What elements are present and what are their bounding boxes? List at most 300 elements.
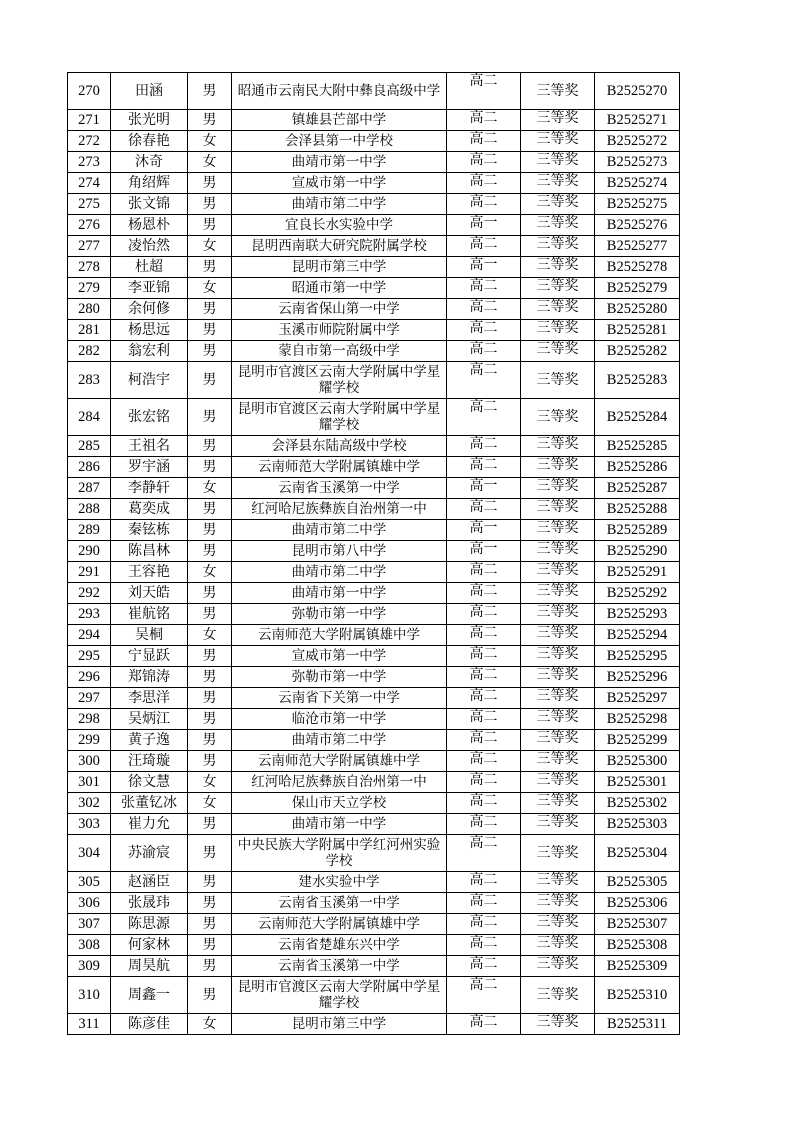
row-number: 280: [68, 299, 111, 320]
school-name: 红河哈尼族彝族自治州第一中: [232, 499, 447, 520]
row-number: 300: [68, 751, 111, 772]
row-number: 302: [68, 793, 111, 814]
table-row: [68, 835, 680, 872]
student-name: 张董钇冰: [111, 793, 188, 814]
student-name: 李思洋: [111, 688, 188, 709]
table-row: [68, 257, 680, 278]
grade-level: 高二: [447, 625, 521, 646]
certificate-number: B2525281: [595, 320, 680, 341]
award-level: 三等奖: [521, 215, 595, 236]
school-name: 会泽县东陆高级中学校: [232, 436, 447, 457]
award-level: 三等奖: [521, 751, 595, 772]
certificate-number: B2525278: [595, 257, 680, 278]
school-name: 曲靖市第二中学: [232, 730, 447, 751]
student-gender: 男: [188, 835, 232, 872]
school-name: 弥勒市第一中学: [232, 604, 447, 625]
student-name: 张文锦: [111, 194, 188, 215]
row-number: 291: [68, 562, 111, 583]
student-name: 罗宇涵: [111, 457, 188, 478]
student-name: 葛奕成: [111, 499, 188, 520]
row-number: 279: [68, 278, 111, 299]
school-name: 云南省下关第一中学: [232, 688, 447, 709]
student-gender: 女: [188, 131, 232, 152]
certificate-number: B2525310: [595, 977, 680, 1014]
award-level: 三等奖: [521, 499, 595, 520]
student-gender: 男: [188, 730, 232, 751]
award-level: 三等奖: [521, 977, 595, 1014]
award-level: 三等奖: [521, 152, 595, 173]
award-level: 三等奖: [521, 625, 595, 646]
certificate-number: B2525290: [595, 541, 680, 562]
award-level: 三等奖: [521, 320, 595, 341]
school-name: 宣威市第一中学: [232, 173, 447, 194]
table-row: [68, 751, 680, 772]
school-name: 蒙自市第一高级中学: [232, 341, 447, 362]
school-name: 镇雄县芒部中学: [232, 110, 447, 131]
award-level: 三等奖: [521, 257, 595, 278]
row-number: 284: [68, 399, 111, 436]
student-gender: 男: [188, 956, 232, 977]
award-level: 三等奖: [521, 814, 595, 835]
award-level: 三等奖: [521, 935, 595, 956]
grade-level: 高一: [447, 541, 521, 562]
row-number: 282: [68, 341, 111, 362]
grade-level: 高二: [447, 893, 521, 914]
student-gender: 男: [188, 73, 232, 110]
student-name: 杨恩朴: [111, 215, 188, 236]
table-row: [68, 457, 680, 478]
table-row: [68, 814, 680, 835]
student-name: 崔力允: [111, 814, 188, 835]
grade-level: 高二: [447, 562, 521, 583]
table-row: [68, 625, 680, 646]
row-number: 299: [68, 730, 111, 751]
table-row: [68, 173, 680, 194]
certificate-number: B2525272: [595, 131, 680, 152]
table-row: [68, 541, 680, 562]
student-name: 徐文慧: [111, 772, 188, 793]
student-name: 张宏铭: [111, 399, 188, 436]
table-row: [68, 893, 680, 914]
row-number: 304: [68, 835, 111, 872]
grade-level: 高二: [447, 688, 521, 709]
student-name: 吴桐: [111, 625, 188, 646]
certificate-number: B2525289: [595, 520, 680, 541]
row-number: 309: [68, 956, 111, 977]
student-name: 赵涵臣: [111, 872, 188, 893]
certificate-number: B2525296: [595, 667, 680, 688]
school-name: 曲靖市第二中学: [232, 194, 447, 215]
grade-level: 高一: [447, 257, 521, 278]
award-level: 三等奖: [521, 646, 595, 667]
student-gender: 男: [188, 709, 232, 730]
table-row: [68, 935, 680, 956]
grade-level: 高二: [447, 110, 521, 131]
award-level: 三等奖: [521, 478, 595, 499]
student-name: 杜超: [111, 257, 188, 278]
certificate-number: B2525270: [595, 73, 680, 110]
student-name: 翁宏利: [111, 341, 188, 362]
grade-level: 高二: [447, 935, 521, 956]
row-number: 294: [68, 625, 111, 646]
certificate-number: B2525288: [595, 499, 680, 520]
school-name: 昭通市云南民大附中彝良高级中学: [232, 73, 447, 110]
student-name: 陈彦佳: [111, 1014, 188, 1035]
table-body: [68, 73, 680, 1035]
table-row: [68, 562, 680, 583]
student-gender: 男: [188, 436, 232, 457]
table-row: [68, 583, 680, 604]
certificate-number: B2525295: [595, 646, 680, 667]
row-number: 276: [68, 215, 111, 236]
table-row: [68, 320, 680, 341]
student-name: 徐春艳: [111, 131, 188, 152]
table-row: [68, 362, 680, 399]
school-name: 玉溪市师院附属中学: [232, 320, 447, 341]
grade-level: 高二: [447, 299, 521, 320]
school-name: 曲靖市第一中学: [232, 583, 447, 604]
award-level: 三等奖: [521, 667, 595, 688]
student-name: 李亚锦: [111, 278, 188, 299]
table-row: [68, 520, 680, 541]
student-gender: 男: [188, 320, 232, 341]
certificate-number: B2525307: [595, 914, 680, 935]
table-row: [68, 709, 680, 730]
award-level: 三等奖: [521, 299, 595, 320]
school-name: 云南省玉溪第一中学: [232, 956, 447, 977]
school-name: 曲靖市第二中学: [232, 520, 447, 541]
grade-level: 高二: [447, 152, 521, 173]
school-name: 红河哈尼族彝族自治州第一中: [232, 772, 447, 793]
grade-level: 高二: [447, 399, 521, 436]
table-row: [68, 646, 680, 667]
school-name: 云南省保山第一中学: [232, 299, 447, 320]
school-name: 会泽县第一中学校: [232, 131, 447, 152]
row-number: 296: [68, 667, 111, 688]
row-number: 289: [68, 520, 111, 541]
certificate-number: B2525286: [595, 457, 680, 478]
table-row: [68, 914, 680, 935]
school-name: 临沧市第一中学: [232, 709, 447, 730]
award-level: 三等奖: [521, 236, 595, 257]
school-name: 昆明市第三中学: [232, 1014, 447, 1035]
row-number: 303: [68, 814, 111, 835]
row-number: 288: [68, 499, 111, 520]
school-name: 云南省玉溪第一中学: [232, 478, 447, 499]
table-row: [68, 341, 680, 362]
grade-level: 高二: [447, 604, 521, 625]
grade-level: 高二: [447, 793, 521, 814]
school-name: 曲靖市第一中学: [232, 814, 447, 835]
student-name: 田涵: [111, 73, 188, 110]
award-level: 三等奖: [521, 893, 595, 914]
certificate-number: B2525301: [595, 772, 680, 793]
table-row: [68, 604, 680, 625]
row-number: 293: [68, 604, 111, 625]
awards-table: [67, 72, 680, 1035]
student-gender: 女: [188, 562, 232, 583]
student-name: 何家林: [111, 935, 188, 956]
row-number: 290: [68, 541, 111, 562]
school-name: 昆明市官渡区云南大学附属中学星耀学校: [232, 399, 447, 436]
table-row: [68, 152, 680, 173]
award-level: 三等奖: [521, 457, 595, 478]
student-gender: 男: [188, 583, 232, 604]
certificate-number: B2525293: [595, 604, 680, 625]
student-gender: 男: [188, 935, 232, 956]
award-level: 三等奖: [521, 772, 595, 793]
student-gender: 男: [188, 457, 232, 478]
certificate-number: B2525298: [595, 709, 680, 730]
school-name: 昆明西南联大研究院附属学校: [232, 236, 447, 257]
student-name: 王容艳: [111, 562, 188, 583]
grade-level: 高二: [447, 341, 521, 362]
award-level: 三等奖: [521, 73, 595, 110]
student-name: 张光明: [111, 110, 188, 131]
school-name: 云南师范大学附属镇雄中学: [232, 914, 447, 935]
school-name: 昆明市第八中学: [232, 541, 447, 562]
school-name: 保山市天立学校: [232, 793, 447, 814]
table-row: [68, 688, 680, 709]
grade-level: 高二: [447, 583, 521, 604]
student-name: 周鑫一: [111, 977, 188, 1014]
grade-level: 高二: [447, 194, 521, 215]
school-name: 云南省楚雄东兴中学: [232, 935, 447, 956]
table-row: [68, 131, 680, 152]
award-level: 三等奖: [521, 872, 595, 893]
table-row: [68, 667, 680, 688]
table-row: [68, 730, 680, 751]
grade-level: 高一: [447, 215, 521, 236]
award-level: 三等奖: [521, 194, 595, 215]
school-name: 中央民族大学附属中学红河州实验学校: [232, 835, 447, 872]
student-gender: 男: [188, 399, 232, 436]
certificate-number: B2525308: [595, 935, 680, 956]
student-name: 苏渝宸: [111, 835, 188, 872]
student-name: 周昊航: [111, 956, 188, 977]
grade-level: 高二: [447, 956, 521, 977]
grade-level: 高二: [447, 646, 521, 667]
student-gender: 女: [188, 152, 232, 173]
award-level: 三等奖: [521, 730, 595, 751]
student-gender: 男: [188, 541, 232, 562]
school-name: 昆明市第三中学: [232, 257, 447, 278]
award-level: 三等奖: [521, 688, 595, 709]
certificate-number: B2525280: [595, 299, 680, 320]
grade-level: 高二: [447, 772, 521, 793]
award-level: 三等奖: [521, 362, 595, 399]
student-gender: 男: [188, 914, 232, 935]
student-gender: 男: [188, 814, 232, 835]
row-number: 274: [68, 173, 111, 194]
grade-level: 高二: [447, 814, 521, 835]
student-gender: 男: [188, 751, 232, 772]
certificate-number: B2525279: [595, 278, 680, 299]
school-name: 昭通市第一中学: [232, 278, 447, 299]
row-number: 297: [68, 688, 111, 709]
certificate-number: B2525271: [595, 110, 680, 131]
student-name: 角绍辉: [111, 173, 188, 194]
student-gender: 男: [188, 362, 232, 399]
certificate-number: B2525276: [595, 215, 680, 236]
table-row: [68, 278, 680, 299]
student-name: 刘天皓: [111, 583, 188, 604]
award-level: 三等奖: [521, 110, 595, 131]
row-number: 277: [68, 236, 111, 257]
certificate-number: B2525309: [595, 956, 680, 977]
row-number: 306: [68, 893, 111, 914]
student-name: 宁显跃: [111, 646, 188, 667]
student-gender: 男: [188, 520, 232, 541]
certificate-number: B2525284: [595, 399, 680, 436]
student-gender: 男: [188, 173, 232, 194]
school-name: 建水实验中学: [232, 872, 447, 893]
student-gender: 男: [188, 604, 232, 625]
table-row: [68, 399, 680, 436]
certificate-number: B2525304: [595, 835, 680, 872]
table-row: [68, 194, 680, 215]
student-gender: 女: [188, 793, 232, 814]
student-name: 凌怡然: [111, 236, 188, 257]
student-gender: 男: [188, 194, 232, 215]
award-level: 三等奖: [521, 1014, 595, 1035]
student-gender: 男: [188, 299, 232, 320]
grade-level: 高二: [447, 131, 521, 152]
grade-level: 高二: [447, 914, 521, 935]
table-row: [68, 236, 680, 257]
student-name: 黄子逸: [111, 730, 188, 751]
certificate-number: B2525302: [595, 793, 680, 814]
grade-level: 高二: [447, 499, 521, 520]
grade-level: 高二: [447, 730, 521, 751]
school-name: 昆明市官渡区云南大学附属中学星耀学校: [232, 977, 447, 1014]
school-name: 云南师范大学附属镇雄中学: [232, 625, 447, 646]
student-name: 陈思源: [111, 914, 188, 935]
student-name: 柯浩宇: [111, 362, 188, 399]
student-name: 杨思远: [111, 320, 188, 341]
grade-level: 高一: [447, 520, 521, 541]
grade-level: 高二: [447, 977, 521, 1014]
student-gender: 男: [188, 872, 232, 893]
certificate-number: B2525294: [595, 625, 680, 646]
table-row: [68, 299, 680, 320]
row-number: 305: [68, 872, 111, 893]
student-gender: 女: [188, 772, 232, 793]
student-name: 汪琦璇: [111, 751, 188, 772]
student-gender: 男: [188, 977, 232, 1014]
student-name: 余何修: [111, 299, 188, 320]
row-number: 310: [68, 977, 111, 1014]
certificate-number: B2525300: [595, 751, 680, 772]
award-level: 三等奖: [521, 278, 595, 299]
school-name: 曲靖市第一中学: [232, 152, 447, 173]
award-level: 三等奖: [521, 583, 595, 604]
row-number: 298: [68, 709, 111, 730]
row-number: 307: [68, 914, 111, 935]
student-gender: 男: [188, 257, 232, 278]
grade-level: 高二: [447, 751, 521, 772]
table-row: [68, 872, 680, 893]
table-row: [68, 436, 680, 457]
certificate-number: B2525275: [595, 194, 680, 215]
student-name: 吴炳江: [111, 709, 188, 730]
certificate-number: B2525306: [595, 893, 680, 914]
grade-level: 高一: [447, 478, 521, 499]
table-row: [68, 499, 680, 520]
certificate-number: B2525283: [595, 362, 680, 399]
award-level: 三等奖: [521, 914, 595, 935]
student-name: 李静轩: [111, 478, 188, 499]
certificate-number: B2525277: [595, 236, 680, 257]
grade-level: 高二: [447, 73, 521, 110]
school-name: 宜良长水实验中学: [232, 215, 447, 236]
row-number: 272: [68, 131, 111, 152]
student-gender: 男: [188, 215, 232, 236]
grade-level: 高二: [447, 872, 521, 893]
student-gender: 女: [188, 478, 232, 499]
student-name: 崔航铭: [111, 604, 188, 625]
certificate-number: B2525291: [595, 562, 680, 583]
table-row: [68, 772, 680, 793]
grade-level: 高二: [447, 236, 521, 257]
grade-level: 高二: [447, 835, 521, 872]
certificate-number: B2525311: [595, 1014, 680, 1035]
table-row: [68, 110, 680, 131]
row-number: 295: [68, 646, 111, 667]
award-level: 三等奖: [521, 436, 595, 457]
student-gender: 女: [188, 236, 232, 257]
grade-level: 高二: [447, 173, 521, 194]
award-level: 三等奖: [521, 173, 595, 194]
row-number: 281: [68, 320, 111, 341]
table-row: [68, 215, 680, 236]
award-level: 三等奖: [521, 604, 595, 625]
certificate-number: B2525282: [595, 341, 680, 362]
award-level: 三等奖: [521, 541, 595, 562]
row-number: 273: [68, 152, 111, 173]
grade-level: 高二: [447, 278, 521, 299]
student-gender: 男: [188, 893, 232, 914]
certificate-number: B2525305: [595, 872, 680, 893]
table-row: [68, 793, 680, 814]
student-gender: 男: [188, 688, 232, 709]
student-gender: 男: [188, 667, 232, 688]
award-level: 三等奖: [521, 131, 595, 152]
row-number: 301: [68, 772, 111, 793]
student-gender: 男: [188, 499, 232, 520]
table-row: [68, 956, 680, 977]
student-name: 张晟玮: [111, 893, 188, 914]
row-number: 286: [68, 457, 111, 478]
row-number: 278: [68, 257, 111, 278]
school-name: 昆明市官渡区云南大学附属中学星耀学校: [232, 362, 447, 399]
certificate-number: B2525287: [595, 478, 680, 499]
table-row: [68, 1014, 680, 1035]
row-number: 271: [68, 110, 111, 131]
certificate-number: B2525285: [595, 436, 680, 457]
award-level: 三等奖: [521, 341, 595, 362]
school-name: 弥勒市第一中学: [232, 667, 447, 688]
student-name: 陈昌林: [111, 541, 188, 562]
student-gender: 男: [188, 341, 232, 362]
award-level: 三等奖: [521, 709, 595, 730]
table-row: [68, 73, 680, 110]
school-name: 曲靖市第二中学: [232, 562, 447, 583]
award-level: 三等奖: [521, 835, 595, 872]
student-gender: 女: [188, 278, 232, 299]
certificate-number: B2525274: [595, 173, 680, 194]
student-name: 郑锦涛: [111, 667, 188, 688]
